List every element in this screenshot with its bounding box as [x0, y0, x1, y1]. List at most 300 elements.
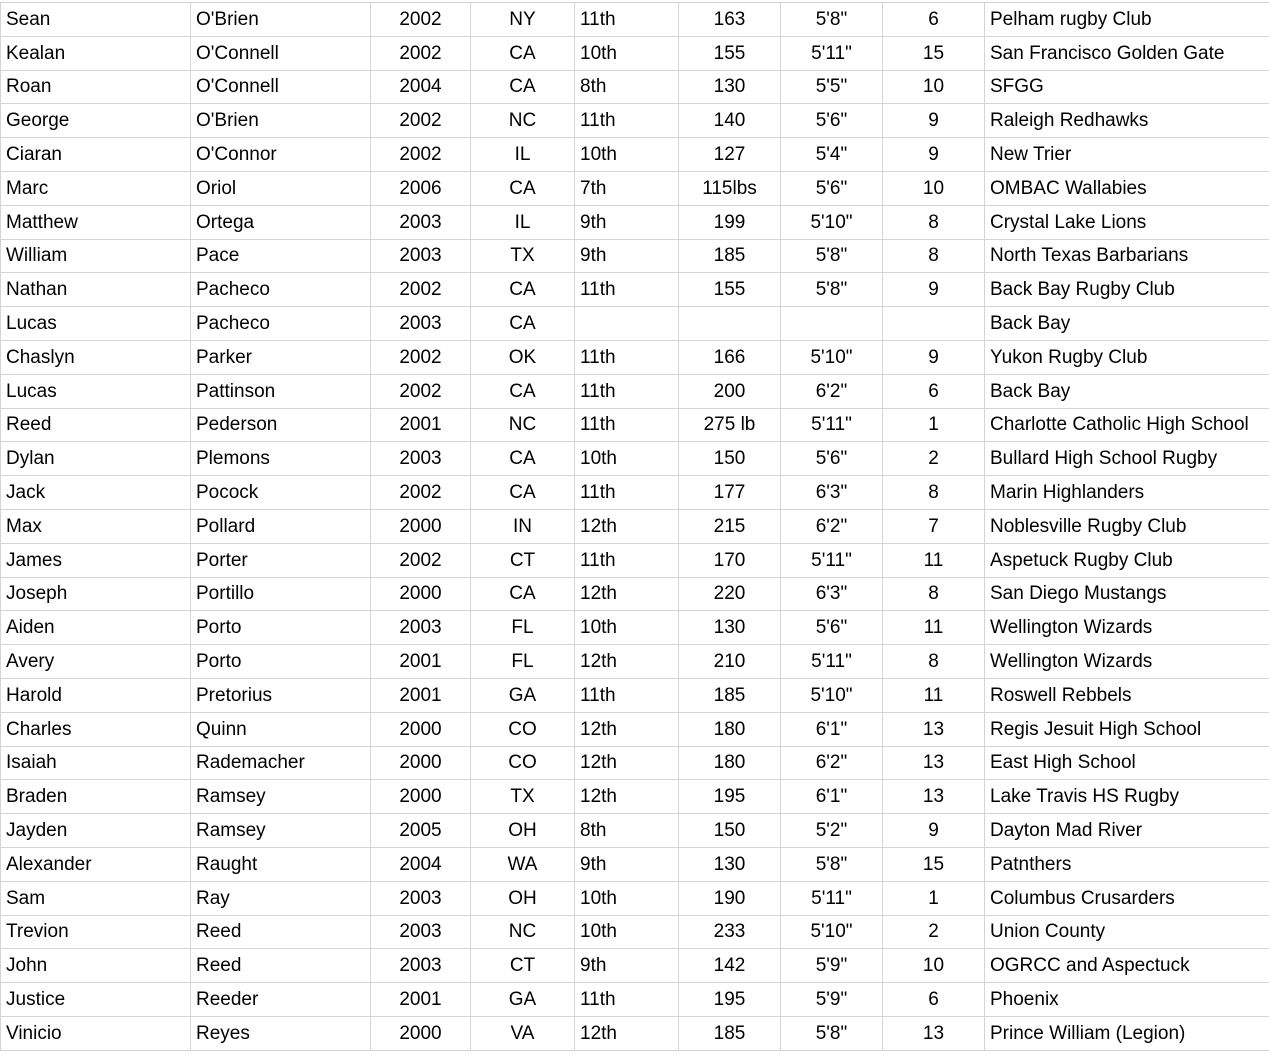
weight-cell[interactable]: 163 — [679, 3, 781, 37]
state-cell[interactable]: IL — [471, 138, 575, 172]
club-cell[interactable]: Patnthers — [985, 847, 1269, 881]
grade-cell[interactable]: 11th — [575, 408, 679, 442]
grade-cell[interactable]: 9th — [575, 949, 679, 983]
first-name-cell[interactable]: Nathan — [1, 273, 191, 307]
position-cell[interactable]: 2 — [883, 442, 985, 476]
height-cell[interactable]: 5'6" — [781, 442, 883, 476]
grade-cell[interactable]: 10th — [575, 442, 679, 476]
last-name-cell[interactable]: Ray — [191, 881, 371, 915]
state-cell[interactable]: CA — [471, 171, 575, 205]
state-cell[interactable]: CT — [471, 543, 575, 577]
club-cell[interactable]: OGRCC and Aspectuck — [985, 949, 1269, 983]
table-row — [1, 678, 1269, 712]
weight-cell[interactable]: 185 — [679, 678, 781, 712]
year-cell[interactable]: 2002 — [371, 374, 471, 408]
grade-cell[interactable]: 9th — [575, 205, 679, 239]
table-row — [1, 340, 1269, 374]
year-cell[interactable]: 2004 — [371, 847, 471, 881]
year-cell[interactable]: 2001 — [371, 408, 471, 442]
position-cell[interactable]: 15 — [883, 36, 985, 70]
state-cell[interactable]: CA — [471, 70, 575, 104]
height-cell[interactable]: 5'10" — [781, 678, 883, 712]
grade-cell[interactable]: 10th — [575, 138, 679, 172]
grade-cell[interactable]: 10th — [575, 36, 679, 70]
first-name-cell[interactable]: Kealan — [1, 36, 191, 70]
weight-cell[interactable]: 195 — [679, 983, 781, 1017]
table-row — [1, 171, 1269, 205]
position-cell[interactable]: 6 — [883, 983, 985, 1017]
weight-cell[interactable]: 180 — [679, 712, 781, 746]
state-cell[interactable]: WA — [471, 847, 575, 881]
table-row — [1, 70, 1269, 104]
grade-cell[interactable]: 8th — [575, 70, 679, 104]
last-name-cell[interactable]: Pacheco — [191, 273, 371, 307]
table-row — [1, 273, 1269, 307]
table-row — [1, 408, 1269, 442]
first-name-cell[interactable]: Jack — [1, 476, 191, 510]
position-cell[interactable]: 10 — [883, 171, 985, 205]
state-cell[interactable]: GA — [471, 678, 575, 712]
club-cell[interactable]: Back Bay — [985, 374, 1269, 408]
last-name-cell[interactable]: Pocock — [191, 476, 371, 510]
state-cell[interactable]: TX — [471, 780, 575, 814]
height-cell[interactable]: 5'10" — [781, 915, 883, 949]
grade-cell[interactable]: 11th — [575, 678, 679, 712]
last-name-cell[interactable]: Oriol — [191, 171, 371, 205]
last-name-cell[interactable]: Pattinson — [191, 374, 371, 408]
weight-cell[interactable]: 199 — [679, 205, 781, 239]
first-name-cell[interactable]: Avery — [1, 645, 191, 679]
weight-cell[interactable]: 150 — [679, 442, 781, 476]
year-cell[interactable]: 2003 — [371, 949, 471, 983]
table-row — [1, 1016, 1269, 1050]
club-cell[interactable]: Wellington Wizards — [985, 645, 1269, 679]
year-cell[interactable]: 2003 — [371, 442, 471, 476]
table-row — [1, 543, 1269, 577]
table-row — [1, 138, 1269, 172]
year-cell[interactable]: 2000 — [371, 712, 471, 746]
club-cell[interactable]: San Francisco Golden Gate — [985, 36, 1269, 70]
grade-cell[interactable]: 12th — [575, 509, 679, 543]
table-row — [1, 104, 1269, 138]
year-cell[interactable]: 2001 — [371, 678, 471, 712]
last-name-cell[interactable]: Quinn — [191, 712, 371, 746]
state-cell[interactable]: TX — [471, 239, 575, 273]
grade-cell[interactable]: 12th — [575, 746, 679, 780]
year-cell[interactable]: 2001 — [371, 983, 471, 1017]
last-name-cell[interactable]: Plemons — [191, 442, 371, 476]
state-cell[interactable]: CA — [471, 273, 575, 307]
first-name-cell[interactable]: Charles — [1, 712, 191, 746]
year-cell[interactable]: 2002 — [371, 138, 471, 172]
state-cell[interactable]: CO — [471, 746, 575, 780]
weight-cell[interactable]: 220 — [679, 577, 781, 611]
first-name-cell[interactable]: Harold — [1, 678, 191, 712]
weight-cell[interactable]: 233 — [679, 915, 781, 949]
grade-cell[interactable]: 11th — [575, 3, 679, 37]
grade-cell[interactable]: 11th — [575, 374, 679, 408]
position-cell[interactable]: 8 — [883, 645, 985, 679]
height-cell[interactable]: 5'9" — [781, 983, 883, 1017]
last-name-cell[interactable]: Parker — [191, 340, 371, 374]
last-name-cell[interactable]: O'Connor — [191, 138, 371, 172]
year-cell[interactable]: 2003 — [371, 239, 471, 273]
height-cell[interactable]: 5'6" — [781, 104, 883, 138]
height-cell[interactable]: 6'2" — [781, 509, 883, 543]
last-name-cell[interactable]: Porto — [191, 611, 371, 645]
table-row — [1, 577, 1269, 611]
position-cell[interactable]: 9 — [883, 138, 985, 172]
height-cell[interactable]: 5'6" — [781, 611, 883, 645]
last-name-cell[interactable]: Reed — [191, 949, 371, 983]
first-name-cell[interactable]: James — [1, 543, 191, 577]
first-name-cell[interactable]: Dylan — [1, 442, 191, 476]
table-row — [1, 645, 1269, 679]
weight-cell[interactable]: 127 — [679, 138, 781, 172]
position-cell[interactable]: 10 — [883, 949, 985, 983]
state-cell[interactable]: CA — [471, 36, 575, 70]
height-cell[interactable]: 5'5" — [781, 70, 883, 104]
state-cell[interactable]: NC — [471, 408, 575, 442]
table-row — [1, 780, 1269, 814]
last-name-cell[interactable]: Ortega — [191, 205, 371, 239]
first-name-cell[interactable]: Max — [1, 509, 191, 543]
state-cell[interactable]: IL — [471, 205, 575, 239]
last-name-cell[interactable]: Reyes — [191, 1016, 371, 1050]
club-cell[interactable]: Bullard High School Rugby — [985, 442, 1269, 476]
grade-cell[interactable]: 11th — [575, 340, 679, 374]
state-cell[interactable]: CO — [471, 712, 575, 746]
table-row — [1, 983, 1269, 1017]
grade-cell[interactable]: 11th — [575, 983, 679, 1017]
grade-cell[interactable]: 11th — [575, 273, 679, 307]
year-cell[interactable]: 2001 — [371, 645, 471, 679]
last-name-cell[interactable]: Porter — [191, 543, 371, 577]
first-name-cell[interactable]: Isaiah — [1, 746, 191, 780]
first-name-cell[interactable]: Joseph — [1, 577, 191, 611]
club-cell[interactable]: Wellington Wizards — [985, 611, 1269, 645]
year-cell[interactable]: 2005 — [371, 814, 471, 848]
club-cell[interactable]: Columbus Crusarders — [985, 881, 1269, 915]
table-row — [1, 36, 1269, 70]
year-cell[interactable]: 2003 — [371, 205, 471, 239]
year-cell[interactable]: 2003 — [371, 611, 471, 645]
position-cell[interactable]: 2 — [883, 915, 985, 949]
first-name-cell[interactable]: Reed — [1, 408, 191, 442]
height-cell[interactable]: 6'1" — [781, 712, 883, 746]
club-cell[interactable]: Union County — [985, 915, 1269, 949]
year-cell[interactable]: 2000 — [371, 780, 471, 814]
position-cell[interactable]: 8 — [883, 205, 985, 239]
state-cell[interactable]: NC — [471, 104, 575, 138]
weight-cell[interactable]: 190 — [679, 881, 781, 915]
state-cell[interactable]: VA — [471, 1016, 575, 1050]
first-name-cell[interactable]: Chaslyn — [1, 340, 191, 374]
last-name-cell[interactable]: Pace — [191, 239, 371, 273]
position-cell[interactable] — [883, 307, 985, 341]
grade-cell[interactable]: 12th — [575, 780, 679, 814]
club-cell[interactable]: OMBAC Wallabies — [985, 171, 1269, 205]
position-cell[interactable]: 8 — [883, 577, 985, 611]
weight-cell[interactable]: 215 — [679, 509, 781, 543]
state-cell[interactable]: CA — [471, 374, 575, 408]
last-name-cell[interactable]: Reeder — [191, 983, 371, 1017]
position-cell[interactable]: 6 — [883, 374, 985, 408]
position-cell[interactable]: 10 — [883, 70, 985, 104]
weight-cell[interactable]: 275 lb — [679, 408, 781, 442]
first-name-cell[interactable]: Justice — [1, 983, 191, 1017]
year-cell[interactable]: 2003 — [371, 307, 471, 341]
position-cell[interactable]: 13 — [883, 780, 985, 814]
position-cell[interactable]: 11 — [883, 678, 985, 712]
club-cell[interactable]: Back Bay — [985, 307, 1269, 341]
last-name-cell[interactable]: O'Connell — [191, 70, 371, 104]
weight-cell[interactable]: 115lbs — [679, 171, 781, 205]
year-cell[interactable]: 2004 — [371, 70, 471, 104]
grade-cell[interactable]: 12th — [575, 712, 679, 746]
weight-cell[interactable]: 155 — [679, 36, 781, 70]
position-cell[interactable]: 11 — [883, 543, 985, 577]
last-name-cell[interactable]: Pacheco — [191, 307, 371, 341]
grade-cell[interactable]: 12th — [575, 1016, 679, 1050]
club-cell[interactable]: San Diego Mustangs — [985, 577, 1269, 611]
height-cell[interactable]: 5'8" — [781, 1016, 883, 1050]
position-cell[interactable]: 9 — [883, 814, 985, 848]
height-cell[interactable]: 5'10" — [781, 340, 883, 374]
last-name-cell[interactable]: O'Brien — [191, 3, 371, 37]
state-cell[interactable]: CT — [471, 949, 575, 983]
grade-cell[interactable]: 12th — [575, 577, 679, 611]
year-cell[interactable]: 2002 — [371, 476, 471, 510]
year-cell[interactable]: 2002 — [371, 340, 471, 374]
position-cell[interactable]: 9 — [883, 273, 985, 307]
year-cell[interactable]: 2000 — [371, 577, 471, 611]
height-cell[interactable]: 5'2" — [781, 814, 883, 848]
last-name-cell[interactable]: Reed — [191, 915, 371, 949]
table-row — [1, 949, 1269, 983]
weight-cell[interactable]: 130 — [679, 611, 781, 645]
first-name-cell[interactable]: George — [1, 104, 191, 138]
club-cell[interactable]: Phoenix — [985, 983, 1269, 1017]
position-cell[interactable]: 15 — [883, 847, 985, 881]
weight-cell[interactable]: 200 — [679, 374, 781, 408]
state-cell[interactable]: OH — [471, 814, 575, 848]
table-row — [1, 509, 1269, 543]
weight-cell[interactable]: 185 — [679, 1016, 781, 1050]
first-name-cell[interactable]: Vinicio — [1, 1016, 191, 1050]
first-name-cell[interactable]: Alexander — [1, 847, 191, 881]
first-name-cell[interactable]: John — [1, 949, 191, 983]
weight-cell[interactable]: 195 — [679, 780, 781, 814]
position-cell[interactable]: 13 — [883, 712, 985, 746]
state-cell[interactable]: GA — [471, 983, 575, 1017]
weight-cell[interactable]: 155 — [679, 273, 781, 307]
club-cell[interactable]: Yukon Rugby Club — [985, 340, 1269, 374]
table-row — [1, 712, 1269, 746]
club-cell[interactable]: Prince William (Legion) — [985, 1016, 1269, 1050]
grade-cell[interactable]: 9th — [575, 847, 679, 881]
height-cell[interactable]: 5'8" — [781, 3, 883, 37]
grade-cell[interactable]: 8th — [575, 814, 679, 848]
table-row — [1, 205, 1269, 239]
height-cell[interactable]: 5'11" — [781, 408, 883, 442]
last-name-cell[interactable]: Pretorius — [191, 678, 371, 712]
state-cell[interactable]: CA — [471, 476, 575, 510]
year-cell[interactable]: 2003 — [371, 881, 471, 915]
position-cell[interactable]: 9 — [883, 340, 985, 374]
state-cell[interactable]: OH — [471, 881, 575, 915]
club-cell[interactable]: New Trier — [985, 138, 1269, 172]
club-cell[interactable]: Crystal Lake Lions — [985, 205, 1269, 239]
state-cell[interactable]: NY — [471, 3, 575, 37]
height-cell[interactable]: 6'3" — [781, 577, 883, 611]
grade-cell[interactable]: 9th — [575, 239, 679, 273]
club-cell[interactable]: Raleigh Redhawks — [985, 104, 1269, 138]
first-name-cell[interactable]: Jayden — [1, 814, 191, 848]
grade-cell[interactable] — [575, 307, 679, 341]
club-cell[interactable]: Dayton Mad River — [985, 814, 1269, 848]
weight-cell[interactable]: 177 — [679, 476, 781, 510]
weight-cell[interactable]: 180 — [679, 746, 781, 780]
year-cell[interactable]: 2002 — [371, 543, 471, 577]
year-cell[interactable]: 2002 — [371, 36, 471, 70]
first-name-cell[interactable]: Lucas — [1, 307, 191, 341]
weight-cell[interactable]: 170 — [679, 543, 781, 577]
state-cell[interactable]: FL — [471, 611, 575, 645]
state-cell[interactable]: FL — [471, 645, 575, 679]
grade-cell[interactable]: 10th — [575, 611, 679, 645]
club-cell[interactable]: East High School — [985, 746, 1269, 780]
grade-cell[interactable]: 7th — [575, 171, 679, 205]
last-name-cell[interactable]: Porto — [191, 645, 371, 679]
grade-cell[interactable]: 11th — [575, 476, 679, 510]
weight-cell[interactable]: 140 — [679, 104, 781, 138]
height-cell[interactable]: 5'11" — [781, 881, 883, 915]
first-name-cell[interactable]: Roan — [1, 70, 191, 104]
club-cell[interactable]: Lake Travis HS Rugby — [985, 780, 1269, 814]
year-cell[interactable]: 2000 — [371, 509, 471, 543]
grade-cell[interactable]: 11th — [575, 104, 679, 138]
last-name-cell[interactable]: O'Connell — [191, 36, 371, 70]
club-cell[interactable]: Back Bay Rugby Club — [985, 273, 1269, 307]
position-cell[interactable]: 8 — [883, 239, 985, 273]
weight-cell[interactable]: 166 — [679, 340, 781, 374]
first-name-cell[interactable]: Lucas — [1, 374, 191, 408]
year-cell[interactable]: 2002 — [371, 3, 471, 37]
club-cell[interactable]: North Texas Barbarians — [985, 239, 1269, 273]
last-name-cell[interactable]: Rademacher — [191, 746, 371, 780]
table-row — [1, 442, 1269, 476]
weight-cell[interactable]: 130 — [679, 70, 781, 104]
position-cell[interactable]: 1 — [883, 881, 985, 915]
club-cell[interactable]: Roswell Rebbels — [985, 678, 1269, 712]
club-cell[interactable]: Aspetuck Rugby Club — [985, 543, 1269, 577]
height-cell[interactable]: 5'4" — [781, 138, 883, 172]
club-cell[interactable]: SFGG — [985, 70, 1269, 104]
year-cell[interactable]: 2002 — [371, 104, 471, 138]
height-cell[interactable]: 6'1" — [781, 780, 883, 814]
height-cell[interactable]: 5'11" — [781, 36, 883, 70]
state-cell[interactable]: CA — [471, 307, 575, 341]
club-cell[interactable]: Noblesville Rugby Club — [985, 509, 1269, 543]
last-name-cell[interactable]: Pollard — [191, 509, 371, 543]
first-name-cell[interactable]: Ciaran — [1, 138, 191, 172]
height-cell[interactable]: 5'8" — [781, 273, 883, 307]
position-cell[interactable]: 9 — [883, 104, 985, 138]
position-cell[interactable]: 13 — [883, 1016, 985, 1050]
weight-cell[interactable]: 130 — [679, 847, 781, 881]
height-cell[interactable]: 5'8" — [781, 239, 883, 273]
weight-cell[interactable]: 142 — [679, 949, 781, 983]
first-name-cell[interactable]: Aiden — [1, 611, 191, 645]
state-cell[interactable]: CA — [471, 577, 575, 611]
height-cell[interactable]: 5'6" — [781, 171, 883, 205]
height-cell[interactable]: 5'10" — [781, 205, 883, 239]
year-cell[interactable]: 2006 — [371, 171, 471, 205]
club-cell[interactable]: Charlotte Catholic High School — [985, 408, 1269, 442]
first-name-cell[interactable]: Sean — [1, 3, 191, 37]
state-cell[interactable]: IN — [471, 509, 575, 543]
position-cell[interactable]: 13 — [883, 746, 985, 780]
height-cell[interactable]: 5'8" — [781, 847, 883, 881]
state-cell[interactable]: NC — [471, 915, 575, 949]
year-cell[interactable]: 2000 — [371, 1016, 471, 1050]
position-cell[interactable]: 8 — [883, 476, 985, 510]
club-cell[interactable]: Regis Jesuit High School — [985, 712, 1269, 746]
grade-cell[interactable]: 10th — [575, 881, 679, 915]
year-cell[interactable]: 2000 — [371, 746, 471, 780]
height-cell[interactable]: 5'11" — [781, 543, 883, 577]
grade-cell[interactable]: 10th — [575, 915, 679, 949]
height-cell[interactable]: 6'3" — [781, 476, 883, 510]
year-cell[interactable]: 2002 — [371, 273, 471, 307]
first-name-cell[interactable]: Sam — [1, 881, 191, 915]
last-name-cell[interactable]: Ramsey — [191, 780, 371, 814]
first-name-cell[interactable]: Marc — [1, 171, 191, 205]
grade-cell[interactable]: 11th — [575, 543, 679, 577]
first-name-cell[interactable]: William — [1, 239, 191, 273]
position-cell[interactable]: 11 — [883, 611, 985, 645]
position-cell[interactable]: 6 — [883, 3, 985, 37]
position-cell[interactable]: 7 — [883, 509, 985, 543]
height-cell[interactable]: 5'9" — [781, 949, 883, 983]
state-cell[interactable]: OK — [471, 340, 575, 374]
last-name-cell[interactable]: Portillo — [191, 577, 371, 611]
last-name-cell[interactable]: Raught — [191, 847, 371, 881]
height-cell[interactable] — [781, 307, 883, 341]
weight-cell[interactable] — [679, 307, 781, 341]
club-cell[interactable]: Marin Highlanders — [985, 476, 1269, 510]
height-cell[interactable]: 6'2" — [781, 374, 883, 408]
state-cell[interactable]: CA — [471, 442, 575, 476]
weight-cell[interactable]: 150 — [679, 814, 781, 848]
year-cell[interactable]: 2003 — [371, 915, 471, 949]
first-name-cell[interactable]: Matthew — [1, 205, 191, 239]
weight-cell[interactable]: 210 — [679, 645, 781, 679]
grade-cell[interactable]: 12th — [575, 645, 679, 679]
height-cell[interactable]: 6'2" — [781, 746, 883, 780]
club-cell[interactable]: Pelham rugby Club — [985, 3, 1269, 37]
first-name-cell[interactable]: Trevion — [1, 915, 191, 949]
weight-cell[interactable]: 185 — [679, 239, 781, 273]
position-cell[interactable]: 1 — [883, 408, 985, 442]
last-name-cell[interactable]: Pederson — [191, 408, 371, 442]
height-cell[interactable]: 5'11" — [781, 645, 883, 679]
first-name-cell[interactable]: Braden — [1, 780, 191, 814]
last-name-cell[interactable]: Ramsey — [191, 814, 371, 848]
last-name-cell[interactable]: O'Brien — [191, 104, 371, 138]
spreadsheet-grid — [0, 2, 1269, 1051]
